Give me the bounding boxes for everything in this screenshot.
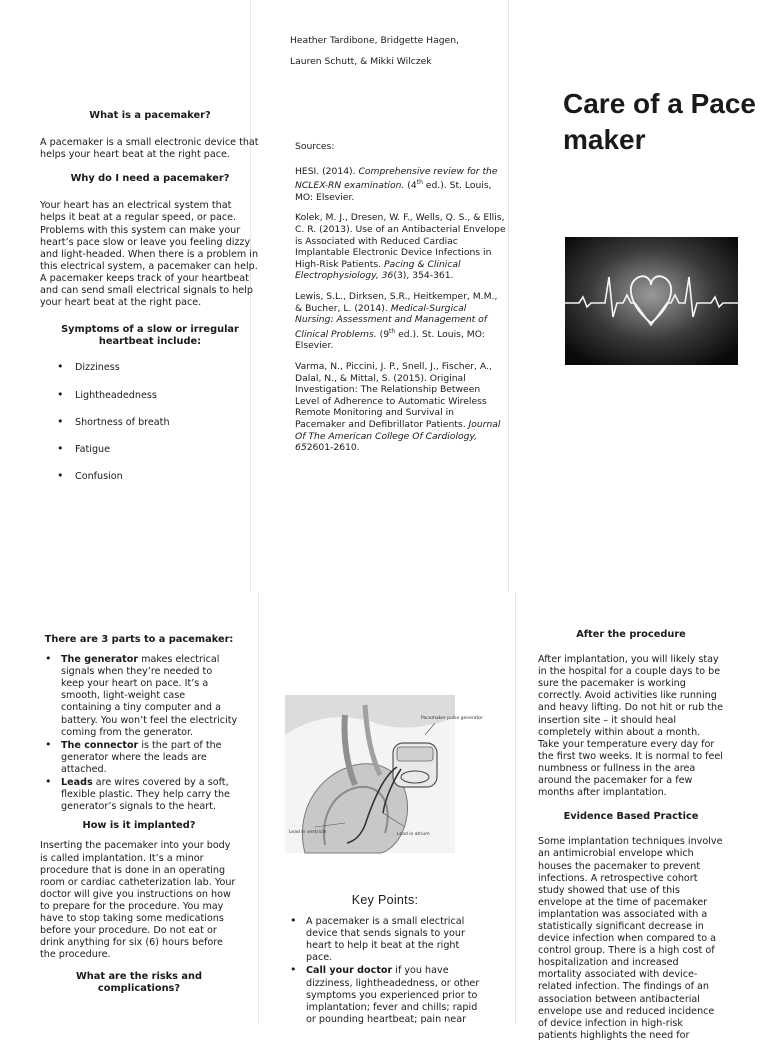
key-points-list (285, 916, 485, 1026)
answer-what-is: A pacemaker is a small electronic device that helps your heart beat at the right pace. (40, 137, 259, 161)
answer-why-need: Your heart has an electrical system that helps it beat at a regular speed, or pace. Problems with this system can make your heart’s pace slow or leave you feeling dizzy and light-headed. When there is a problem in this electrical system, a pacemaker can help. A pacemaker keeps track of your heartbeat and can send small electrical signals to help your heart beat at the right pace. (40, 200, 259, 309)
authors (290, 35, 490, 68)
list-item: • A pacemaker is a small electrical device that sends signals to your heart to help it beat at the right pace. (285, 916, 485, 964)
text-after: After implantation, you will likely stay in the hospital for a couple days to be sure the pacemaker is working correctly. Avoid activities like running and heavy lifting. Do not hit or rub the insertion site – it should heal completely within about a month. Take your temperature every day for the first two weeks. It is normal to feel numbness or fullness in the area around the pacemaker for a few months after implantation. (538, 654, 723, 799)
parts-panel (40, 634, 238, 996)
brochure-page-inside (0, 592, 768, 1041)
authors-line-2: Lauren Schutt, & Mikki Wilczek (290, 56, 432, 68)
heading-why-need: Why do I need a pacemaker? (70, 173, 230, 185)
symptoms-list (40, 362, 260, 482)
diagram-label-atrium: Lead in atrium (397, 832, 430, 837)
left-panel (40, 110, 260, 498)
source-2: Kolek, M. J., Dresen, W. F., Wells, Q. S., & Ellis, C. R. (2013). Use of an Antibacterial Envelope is Associated with Reduced Cardiac Implantable Electronic Device Infections in High-Risk Patients. Pacing & Clinical Electrophysiology, 36(3), 354-361. (295, 212, 506, 282)
diagram-label-ventricle: Lead in ventricle (289, 830, 327, 835)
heading-risks: What are the risks and complications? (75, 971, 203, 995)
list-item: • Call your doctor if you have dizziness, lightheadedness, or other symptoms you experienced prior to implantation; fever and chills; rapid or pounding heartbeat; pain near (285, 965, 485, 1025)
sources-heading: Sources: (295, 141, 335, 152)
key-points-section (285, 894, 485, 1027)
after-panel (538, 629, 724, 1042)
heading-parts: There are 3 parts to a pacemaker: (44, 634, 234, 645)
sources-section (295, 141, 507, 463)
source-3: Lewis, S.L., Dirksen, S.R., Heitkemper, M.M., & Bucher, L. (2014). Medical-Surgical Nursing: Assessment and Management of Clinical Problems. (9th ed.). St. Louis, MO: Elsevier. (295, 291, 498, 352)
heading-what-is: What is a pacemaker? (89, 110, 211, 121)
diagram-label-generator: Pacemaker pulse generator (421, 716, 483, 721)
list-item: • Fatigue (40, 444, 260, 456)
parts-list (40, 654, 238, 813)
source-1: HESI. (2014). Comprehensive review for the NCLEX-RN examination. (4th ed.). St. Louis, MO: Elsevier. (295, 165, 498, 203)
list-item: • Confusion (40, 471, 260, 483)
list-item: • Lightheadedness (40, 390, 260, 402)
text-implanted: Inserting the pacemaker into your body is called implantation. It’s a minor procedure that is done in an operating room or cardiac catheterization lab. Your doctor will give you instructions on how to prepare for the procedure. You may have to stop taking some medications before your procedure. Do not eat or drink anything for six (6) hours before the procedure. (40, 840, 236, 961)
brochure-title: Care of a Pacemaker (563, 88, 756, 155)
list-item: • Leads are wires covered by a soft, flexible plastic. They help carry the generator’s signals to the heart. (40, 777, 238, 813)
heading-symptoms: Symptoms of a slow or irregular heartbeat include: (61, 324, 239, 348)
text-ebp: Some implantation techniques involve an antimicrobial envelope which houses the pacemaker to prevent infections. A retrospective cohort study showed that use of this envelope at the time of pacemaker implantation was associated with a statistically significant decrease in device infection when compared to a control group. There is a high cost of hospitalization and increased mortality associated with device-related infection. The findings of an association between antibacterial envelope use and reduced incidence of device infection in high-risk patients highlights the need for (538, 836, 723, 1041)
list-item: • The connector is the part of the generator where the leads are attached. (40, 740, 238, 776)
heading-key-points: Key Points: (351, 893, 419, 907)
heading-ebp: Evidence Based Practice (563, 811, 699, 823)
authors-line-1: Heather Tardibone, Bridgette Hagen, (290, 35, 459, 46)
heading-implanted: How is it implanted? (82, 820, 196, 832)
list-item: • Shortness of breath (40, 417, 260, 429)
fold-line-left (258, 592, 259, 1024)
list-item: • Dizziness (40, 362, 260, 374)
heading-after: After the procedure (576, 629, 686, 640)
list-item: • The generator makes electrical signals when they’re needed to keep your heart on pace. It’s a smooth, light-weight case containing a tiny computer and a battery. You won’t feel the electricity coming from the generator. (40, 654, 238, 739)
fold-line-right (508, 0, 509, 592)
heart-ekg-image (565, 237, 738, 365)
pacemaker-diagram (285, 695, 483, 853)
source-4: Varma, N., Piccini, J. P., Snell, J., Fischer, A., Dalal, N., & Mittal, S. (2015). Original Investigation: The Relationship Between Level of Adherence to Automatic Wireless Remote Monitoring and Survival in Pacemaker and Defibrillator Patients. Journal Of The American College Of Cardiology, 652601-2610. (295, 361, 501, 454)
fold-line-right (515, 592, 516, 1024)
